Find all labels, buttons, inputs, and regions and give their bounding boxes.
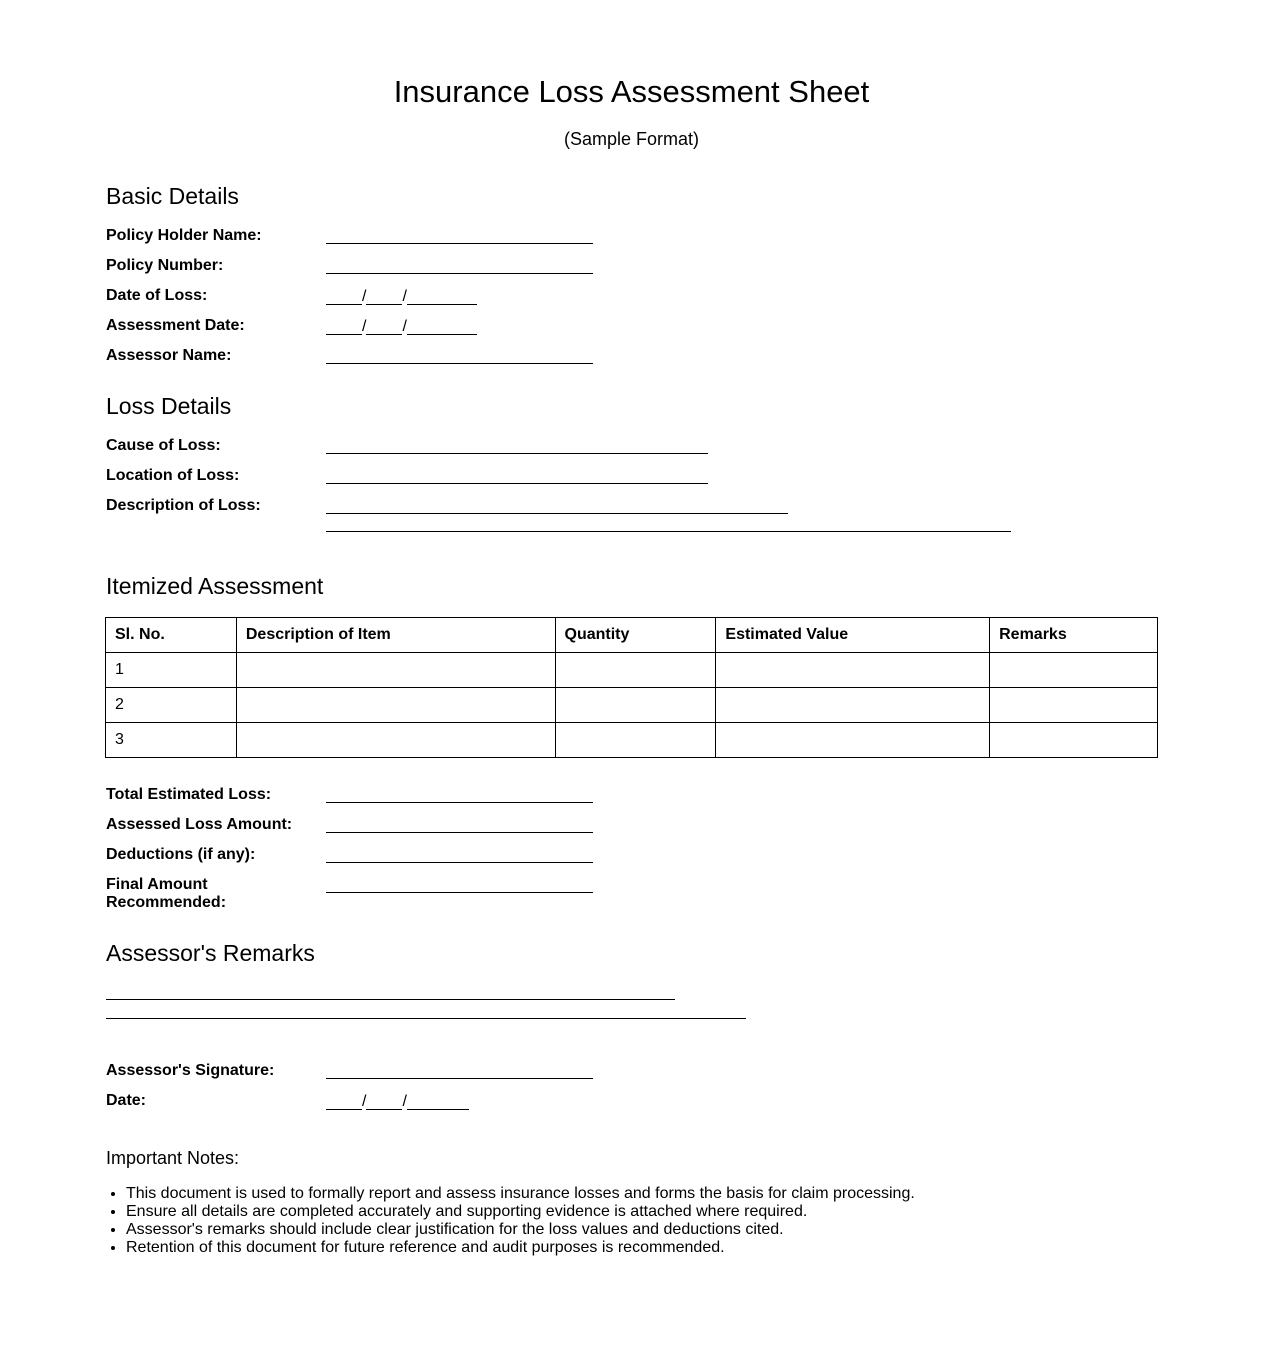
assessed-loss-amount-field[interactable] [326,832,593,833]
assessors-remarks-heading: Assessor's Remarks [106,940,315,966]
itemized-assessment-table [105,617,1158,758]
cause-of-loss-field[interactable] [326,453,708,454]
estimated-value-cell[interactable] [716,723,990,758]
cause-of-loss-label: Cause of Loss: [106,437,221,454]
itemized-assessment-heading: Itemized Assessment [106,573,324,599]
location-of-loss-field[interactable] [326,483,708,484]
table-row [106,723,1158,758]
remarks-cell[interactable] [990,653,1158,688]
month-blank[interactable] [366,1092,402,1110]
quantity-cell[interactable] [555,688,716,723]
remarks-cell[interactable] [990,688,1158,723]
assessor-name-label: Assessor Name: [106,347,232,364]
signature-date-label: Date: [106,1092,147,1109]
year-blank[interactable] [407,287,477,305]
day-blank[interactable] [326,287,362,305]
final-amount-field[interactable] [326,892,593,893]
signature-field[interactable] [326,1078,593,1079]
list-item: • Retention of this document for future reference and audit purposes is recommended. [126,1239,915,1257]
column-header-estimated-value: Estimated Value [716,618,990,653]
description-cell[interactable] [236,688,555,723]
remarks-cell[interactable] [990,723,1158,758]
deductions-field[interactable] [326,862,593,863]
year-blank[interactable] [407,317,477,335]
table-row [106,688,1158,723]
policy-holder-field[interactable] [326,243,593,244]
page-title: Insurance Loss Assessment Sheet [393,74,870,109]
basic-details-heading: Basic Details [106,183,239,209]
remarks-line-2[interactable] [106,1018,746,1019]
day-blank[interactable] [326,1092,362,1110]
estimated-value-cell[interactable] [716,688,990,723]
month-blank[interactable] [366,287,402,305]
quantity-cell[interactable] [555,653,716,688]
list-item: • Assessor's remarks should include clear justification for the loss values and deductions cited. [126,1221,915,1239]
column-header-description: Description of Item [236,618,555,653]
remarks-line-1[interactable] [106,999,675,1000]
policy-holder-label: Policy Holder Name: [106,227,262,244]
sl-no-cell: 1 [106,653,237,688]
list-item: • This document is used to formally report and assess insurance losses and forms the basis for claim processing. [126,1185,915,1203]
sl-no-cell: 3 [106,723,237,758]
assessment-date-field[interactable] [326,317,477,335]
table-row [106,653,1158,688]
date-separator: / [402,1093,407,1110]
assessment-date-label: Assessment Date: [106,317,245,334]
assessor-name-field[interactable] [326,363,593,364]
date-separator: / [362,1093,367,1110]
description-cell[interactable] [236,723,555,758]
column-header-sl-no: Sl. No. [106,618,237,653]
signature-label: Assessor's Signature: [106,1062,275,1079]
list-item: • Ensure all details are completed accurately and supporting evidence is attached where required. [126,1203,915,1221]
description-of-loss-field-line-2[interactable] [326,531,1011,532]
important-notes-list [106,1185,915,1257]
description-of-loss-label: Description of Loss: [106,497,261,514]
loss-details-heading: Loss Details [106,393,232,419]
policy-number-label: Policy Number: [106,257,224,274]
important-notes-heading: Important Notes: [106,1148,240,1168]
column-header-quantity: Quantity [555,618,716,653]
page-subtitle: (Sample Format) [563,129,700,149]
sl-no-cell: 2 [106,688,237,723]
total-estimated-loss-field[interactable] [326,802,593,803]
description-cell[interactable] [236,653,555,688]
date-separator: / [402,318,407,335]
day-blank[interactable] [326,317,362,335]
date-of-loss-label: Date of Loss: [106,287,208,304]
date-of-loss-field[interactable] [326,287,477,305]
estimated-value-cell[interactable] [716,653,990,688]
final-amount-label: Final Amount Recommended: [106,876,227,911]
policy-number-field[interactable] [326,273,593,274]
month-blank[interactable] [366,317,402,335]
deductions-label: Deductions (if any): [106,846,256,863]
date-separator: / [402,288,407,305]
column-header-remarks: Remarks [990,618,1158,653]
date-separator: / [362,318,367,335]
table-header-row [106,618,1158,653]
quantity-cell[interactable] [555,723,716,758]
location-of-loss-label: Location of Loss: [106,467,240,484]
total-estimated-loss-label: Total Estimated Loss: [106,786,272,803]
description-of-loss-field-line-1[interactable] [326,513,788,514]
assessed-loss-amount-label: Assessed Loss Amount: [106,816,293,833]
date-separator: / [362,288,367,305]
signature-date-field[interactable] [326,1092,469,1110]
year-blank[interactable] [407,1092,469,1110]
